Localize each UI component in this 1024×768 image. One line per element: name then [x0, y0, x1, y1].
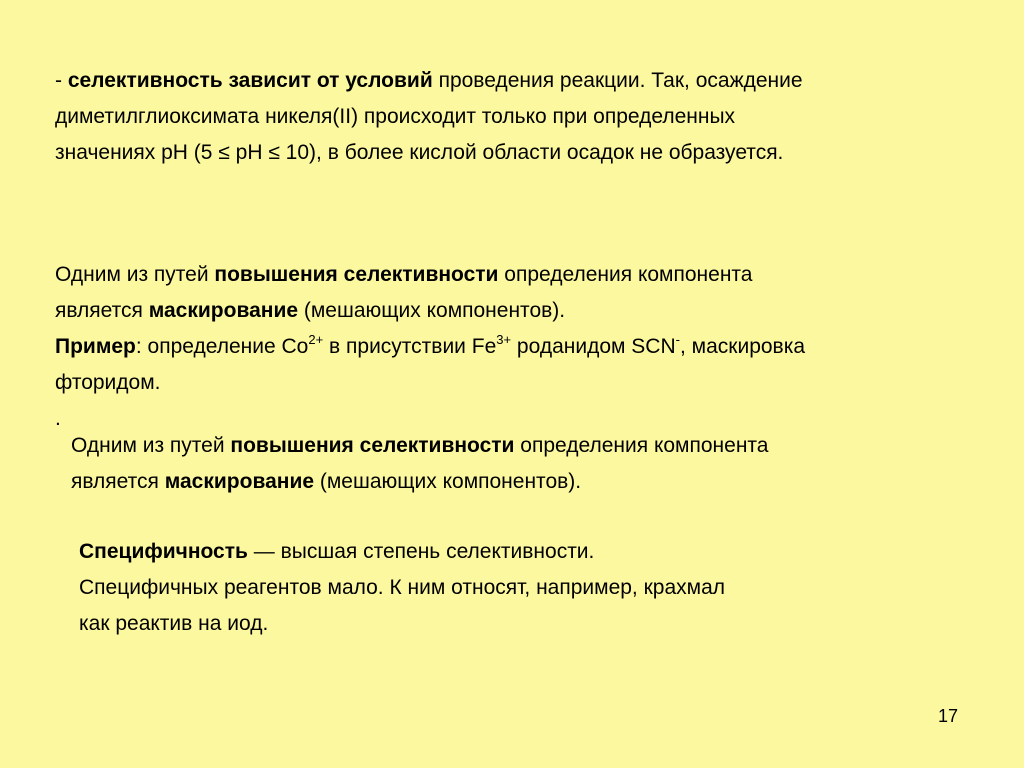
charge-superscript: 2+ — [308, 332, 324, 347]
list-dash: - — [55, 69, 68, 92]
slide-number: 17 — [938, 706, 959, 726]
paragraph-line: как реактив на иод. — [79, 612, 269, 635]
masking-paragraph-repeat — [71, 428, 768, 500]
charge-superscript: - — [675, 332, 680, 347]
paragraph-line: диметилглиоксимата никеля(II) происходит только при определенных — [55, 105, 736, 128]
bold-term: повышения селективности — [230, 434, 515, 457]
text-span: в присутствии Fe — [323, 335, 497, 358]
stray-dot: . — [55, 407, 61, 430]
paragraph-line — [79, 534, 725, 570]
paragraph-line — [71, 428, 768, 464]
bold-term: Специфичность — [79, 540, 248, 563]
paragraph-line: значениях pH (5 ≤ pH ≤ 10), в более кислой области осадок не образуется. — [55, 141, 784, 164]
text-span: определения компонента — [514, 434, 769, 457]
text-span: роданидом SCN — [511, 335, 676, 358]
paragraph-line — [55, 63, 803, 99]
text-span: Одним из путей — [71, 434, 231, 457]
paragraph-line — [55, 257, 805, 293]
paragraph-line: фторидом. — [55, 371, 161, 394]
paragraph-line — [71, 464, 768, 500]
text-span: (мешающих компонентов). — [314, 470, 582, 493]
specificity-paragraph — [79, 534, 725, 642]
paragraph-line: Специфичных реагентов мало. К ним относят, например, крахмал — [79, 576, 726, 599]
text-span: является — [71, 470, 165, 493]
text-span: , маскировка — [679, 335, 806, 358]
text-span: Одним из путей — [55, 263, 215, 286]
text-span: определения компонента — [498, 263, 753, 286]
text-span: (мешающих компонентов). — [298, 299, 566, 322]
bold-term: селективность зависит от условий — [67, 69, 433, 92]
text-span: — высшая степень селективности. — [247, 540, 595, 563]
selectivity-conditions-paragraph — [55, 63, 803, 171]
text-span: : определение Co — [135, 335, 309, 358]
text-span: является — [55, 299, 149, 322]
paragraph-line — [55, 293, 805, 329]
text-span: проведения реакции. Так, осаждение — [432, 69, 803, 92]
example-label: Пример — [55, 335, 136, 358]
bold-term: маскирование — [148, 299, 299, 322]
bold-term: маскирование — [164, 470, 315, 493]
example-line — [55, 329, 805, 365]
bold-term: повышения селективности — [214, 263, 499, 286]
charge-superscript: 3+ — [496, 332, 512, 347]
masking-paragraph — [55, 257, 805, 437]
